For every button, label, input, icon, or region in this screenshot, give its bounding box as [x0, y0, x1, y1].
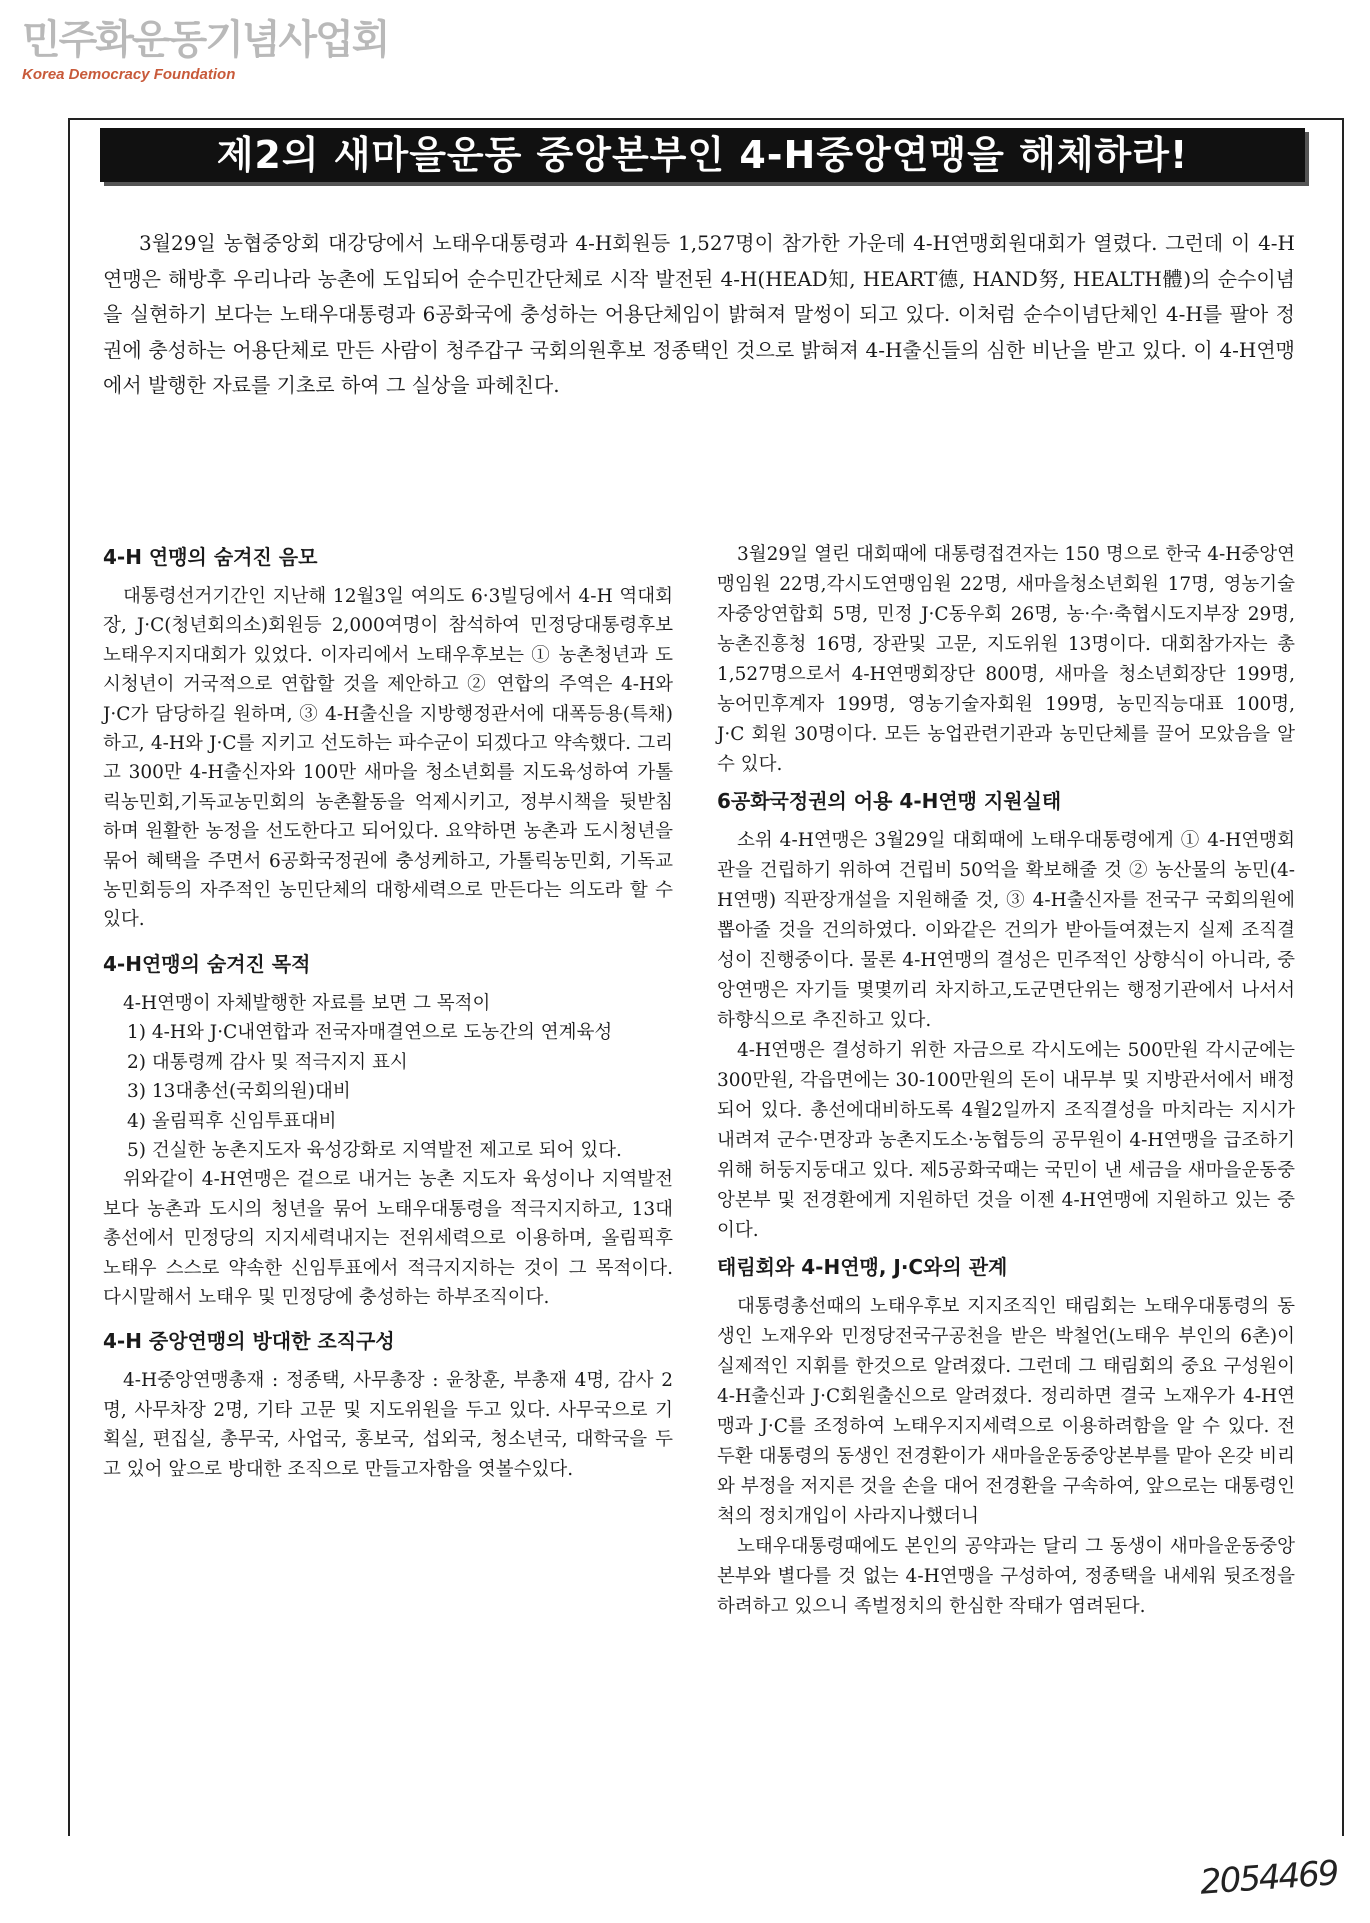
section-body-taerim-1: 대통령총선때의 노태우후보 지지조직인 태림회는 노태우대통령의 동생인 노재우와 민정당전국구공천을 받은 박철언(노태우 부인의 6촌)이 실제적인 지휘를 한것으로 알려졌다. 그런데 그 태림회의 중요 구성원이 4-H출신과 J·C회원출신으로 알려졌다. 정리하면 결국 노재우가 4-H연맹과 J·C를 조정하여 노태우지지세력으로 이용하려함을 알 수 있다. 전두환 대통령의 동생인 전경환이가 새마을운동중앙본부를 맡아 온갖 비리와 부정을 저지른 것을 손을 대어 전경환을 구속하여, 앞으로는 대통령인척의 정치개입이 사라지나했더니 — [717, 1296, 1295, 1527]
purpose-item: 1) 4-H와 J·C내연합과 전국자매결연으로 도농간의 연계육성 — [127, 1022, 613, 1044]
watermark-korean: 민주화운동기념사업회 — [22, 17, 389, 63]
document-number: 2054469 — [1198, 1853, 1339, 1903]
section-body-support-1: 소위 4-H연맹은 3월29일 대회때에 노태우대통령에게 ① 4-H연맹회관을 건립하기 위하여 건립비 50억을 확보해줄 것 ② 농산물의 농민(4-H연맹) 직판장개설을 지원해줄 것, ③ 4-H출신자를 전국구 국회의원에 뽑아줄 것을 건의하였다. 이와같은 건의가 받아들여졌는지 실제 조직결성이 진행중이다. 물론 4-H연맹의 결성은 민주적인 상향식이 아니라, 중앙연맹은 자기들 몇몇끼리 차지하고,도군면단위는 행정기관에서 나서서 하향식으로 추진하고 있다. — [717, 830, 1295, 1031]
purpose-item: 5) 건실한 농촌지도자 육성강화로 지역발전 제고로 되어 있다. — [127, 1139, 622, 1161]
section-heading-hidden-purpose: 4-H연맹의 숨겨진 목적 — [103, 951, 311, 976]
section-body-hidden-purpose: 위와같이 4-H연맹은 겉으로 내거는 농촌 지도자 육성이나 지역발전보다 농촌과 도시의 청년을 묶어 노태우대통령을 적극지지하고, 13대총선에서 민정당의 지지세력내지는 전위세력으로 이용하며, 올림픽후 노태우 스스로 약속한 신임투표에서 적극지지하는 것이 그 목적이다. 다시말해서 노태우 및 민정당에 충성하는 하부조직이다. — [103, 1169, 673, 1308]
purpose-list — [103, 1018, 673, 1165]
watermark-english: Korea Democracy Foundation — [22, 66, 236, 83]
purpose-intro: 4-H연맹이 자체발행한 자료를 보면 그 목적이 — [123, 992, 491, 1014]
purpose-item: 4) 올림픽후 신임투표대비 — [127, 1110, 337, 1132]
section-body-hidden-plot: 대통령선거기간인 지난해 12월3일 여의도 6·3빌딩에서 4-H 역대회장, J·C(청년회의소)회원등 2,000여명이 참석하여 민정당대통령후보 노태우지지대회가 있었다. 이자리에서 노태우후보는 ① 농촌청년과 도시청년이 거국적으로 연합할 것을 제안하고 ② 연합의 주역은 4-H와 J·C가 담당하길 원하며, ③ 4-H출신을 지방행정관서에 대폭등용(특채) 하고, 4-H와 J·C를 지키고 선도하는 파수군이 되겠다고 약속했다. 그리고 300만 4-H출신자와 100만 새마을 청소년회를 지도육성하여 가톨릭농민회,기독교농민회의 농촌활동을 억제시키고, 정부시책을 뒷받침하며 원활한 농정을 선도한다고 되어있다. 요약하면 농촌과 도시청년을 묶어 혜택을 주면서 6공화국정권에 충성케하고, 가톨릭농민회, 기독교농민회등의 자주적인 농민단체의 대항세력으로 만든다는 의도라 할 수 있다. — [103, 586, 673, 931]
section-heading-organization: 4-H 중앙연맹의 방대한 조직구성 — [103, 1329, 395, 1354]
purpose-item: 2) 대통령께 감사 및 적극지지 표시 — [127, 1051, 408, 1073]
watermark — [22, 18, 388, 83]
purpose-item: 3) 13대총선(국회의원)대비 — [127, 1081, 351, 1103]
section-body-convention: 3월29일 열린 대회때에 대통령접견자는 150 명으로 한국 4-H중앙연맹임원 22명,각시도연맹임원 22명, 새마을청소년회원 17명, 영농기술자중앙연합회 5명, 민정 J·C동우회 26명, 농·수·축협시도지부장 29명, 농촌진흥청 16명, 장관및 고문, 지도위원 13명이다. 대회참가자는 총 1,527명으로서 4-H연맹회장단 800명, 새마을 청소년회장단 199명, 농어민후계자 199명, 영농기술자회원 199명, 농민직능대표 100명, J·C 회원 30명이다. 모든 농업관련기관과 농민단체를 끌어 모았음을 알 수 있다. — [717, 544, 1295, 775]
section-body-taerim-2: 노태우대통령때에도 본인의 공약과는 달리 그 동생이 새마을운동중앙본부와 별다를 것 없는 4-H연맹을 구성하여, 정종택을 내세워 뒷조정을 하려하고 있으니 족벌정치의 한심한 작태가 염려된다. — [717, 1536, 1295, 1617]
page-title: 제2의 새마을운동 중앙본부인 4-H중앙연맹을 해체하라! — [100, 128, 1305, 182]
section-heading-taerim: 태림회와 4-H연맹, J·C와의 관계 — [717, 1255, 1008, 1279]
section-body-support-2: 4-H연맹은 결성하기 위한 자금으로 각시도에는 500만원 각시군에는 300만원, 각읍면에는 30-100만원의 돈이 내무부 및 지방관서에서 배정되어 있다. 총선에대비하도록 4월2일까지 조직결성을 마치라는 지시가 내려져 군수·면장과 농촌지도소·농협등의 공무원이 4-H연맹을 급조하기 위해 허둥지둥대고 있다. 제5공화국때는 국민이 낸 세금을 새마을운동중앙본부 및 전경환에게 지원하던 것을 이젠 4-H연맹에 지원하고 있는 중이다. — [717, 1040, 1295, 1241]
left-column — [103, 528, 673, 1484]
right-column — [717, 540, 1295, 1622]
section-body-organization: 4-H중앙연맹총재 : 정종택, 사무총장 : 윤창훈, 부총재 4명, 감사 2명, 사무차장 2명, 기타 고문 및 지도위원을 두고 있다. 사무국으로 기획실, 편집실, 총무국, 사업국, 홍보국, 섭외국, 청소년국, 대학국을 두고 있어 앞으로 방대한 조직으로 만들고자함을 엿볼수있다. — [103, 1370, 673, 1480]
section-heading-hidden-plot: 4-H 연맹의 숨겨진 음모 — [103, 545, 318, 569]
lead-paragraph: 3월29일 농협중앙회 대강당에서 노태우대통령과 4-H회원등 1,527명이 참가한 가운데 4-H연맹회원대회가 열렸다. 그런데 이 4-H연맹은 해방후 우리나라 농촌에 도입되어 순수민간단체로 시작 발전된 4-H(HEAD知, HEART德, HAND努, HEALTH體)의 순수이념을 실현하기 보다는 노태우대통령과 6공화국에 충성하는 어용단체임이 밝혀져 말썽이 되고 있다. 이처럼 순수이념단체인 4-H를 팔아 정권에 충성하는 어용단체로 만든 사람이 청주갑구 국회의원후보 정종택인 것으로 밝혀져 4-H출신들의 심한 비난을 받고 있다. 이 4-H연맹에서 발행한 자료를 기초로 하여 그 실상을 파헤친다. — [103, 231, 1295, 397]
section-heading-support: 6공화국정권의 어용 4-H연맹 지원실태 — [717, 789, 1062, 813]
